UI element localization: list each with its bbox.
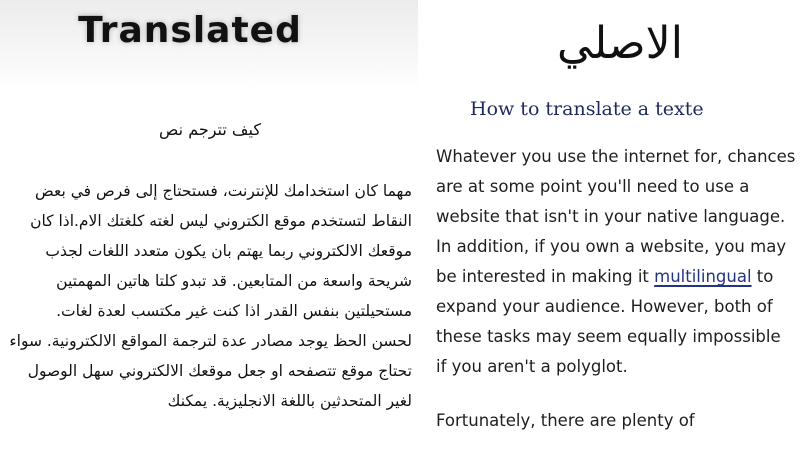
arabic-paragraph-1: مهما كان استخدامك للإنترنت، فستحتاج إلى فرص في بعض النقاط لتستخدم موقع الكتروني ليس لغته كلغتك الام.اذا كان موقعك الالكتروني ربما يهتم بان يكون متعدد اللغات لجذب شريحة واسعة من المتابعين. قد تبدو كلتا هاتين المهمتين مستحيلتين بنفس القدر اذا كنت غير مكتسب لعدة لغات. xyxy=(30,182,412,320)
english-paragraph-2: Fortunately, there are plenty of xyxy=(436,411,695,430)
english-body xyxy=(436,142,796,460)
arabic-title: كيف تترجم نص xyxy=(159,120,261,139)
english-text-after-link: to expand your audience. However, both of these tasks may seem equally impossible if you aren't a polyglot. xyxy=(436,267,781,376)
english-text-before-link: Whatever you use the internet for, chances are at some point you'll need to use a website that isn't in your native language. In addition, if you own a website, you may be interested in making it xyxy=(436,147,796,286)
translated-heading: Translated xyxy=(78,10,302,51)
arabic-paragraph-2: لحسن الحظ يوجد مصادر عدة لترجمة المواقع الالكترونية. سواء تحتاج موقع تتصفحه او جعل موقعك الالكتروني سهل الوصول لغير المتحدثين باللغة الانجليزية. يمكنك xyxy=(9,332,412,410)
english-title: How to translate a texte xyxy=(470,98,704,120)
arabic-body xyxy=(4,176,412,416)
original-heading: الاصلي xyxy=(557,18,683,69)
multilingual-link[interactable]: multilingual xyxy=(654,267,752,286)
english-paragraph-1 xyxy=(436,142,796,382)
